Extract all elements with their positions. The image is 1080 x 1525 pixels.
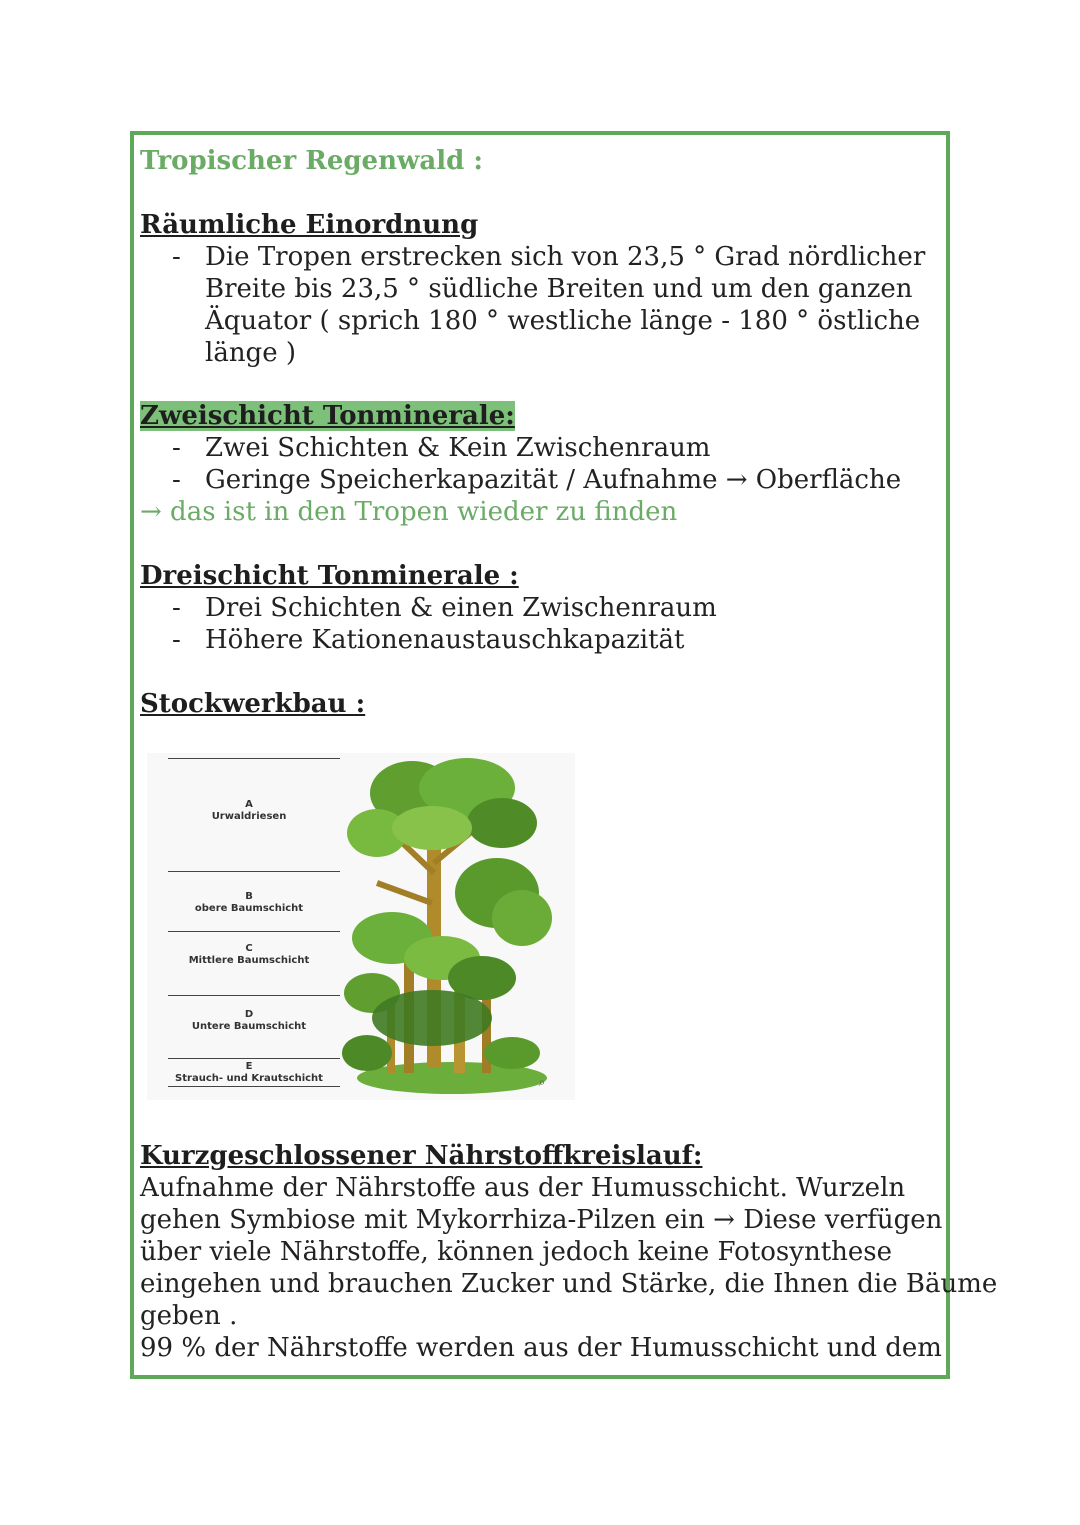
list-item: - <box>172 593 181 623</box>
divider <box>168 1086 340 1087</box>
text-line: eingehen und brauchen Zucker und Stärke, die Ihnen die Bäume <box>140 1269 998 1299</box>
divider <box>168 871 340 872</box>
note-text: → das ist in den Tropen wieder zu finden <box>140 497 678 527</box>
heading-dreischicht: Dreischicht Tonminerale : <box>140 561 519 591</box>
heading-stockwerkbau: Stockwerkbau : <box>140 689 366 719</box>
layer-label-d: D Untere Baumschicht <box>191 1009 307 1032</box>
divider <box>168 995 340 996</box>
text-line: Geringe Speicherkapazität / Aufnahme → Oberfläche <box>205 465 902 495</box>
text-line: Breite bis 23,5 ° südliche Breiten und um den ganzen <box>205 274 913 304</box>
heading-kreislauf: Kurzgeschlossener Nährstoffkreislauf: <box>140 1141 703 1171</box>
text-line: 99 % der Nährstoffe werden aus der Humusschicht und dem <box>140 1333 942 1363</box>
list-item: - <box>172 465 181 495</box>
list-item: - <box>172 433 181 463</box>
heading-zweischicht: Zweischicht Tonminerale: <box>140 401 515 431</box>
text-line: geben . <box>140 1301 238 1331</box>
text-line: länge ) <box>205 338 296 368</box>
text-line: Aufnahme der Nährstoffe aus der Humusschicht. Wurzeln <box>140 1173 906 1203</box>
rainforest-trees-illustration <box>332 753 572 1098</box>
page-title: Tropischer Regenwald : <box>140 146 483 176</box>
zoom-icon[interactable]: ⌕ <box>538 1075 546 1089</box>
text-line: Höhere Kationenaustauschkapazität <box>205 625 685 655</box>
list-item: - <box>172 625 181 655</box>
text-line: gehen Symbiose mit Mykorrhiza-Pilzen ein → Diese verfügen <box>140 1205 943 1235</box>
layer-label-a: A Urwaldriesen <box>211 799 287 822</box>
divider <box>168 931 340 932</box>
text-line: Zwei Schichten & Kein Zwischenraum <box>205 433 711 463</box>
text-line: über viele Nährstoffe, können jedoch keine Fotosynthese <box>140 1237 893 1267</box>
layer-label-c: C Mittlere Baumschicht <box>188 943 310 966</box>
text-line: Die Tropen erstrecken sich von 23,5 ° Grad nördlicher <box>205 242 926 272</box>
divider <box>168 758 340 759</box>
layer-label-e: E Strauch- und Krautschicht <box>175 1061 323 1084</box>
text-line: Äquator ( sprich 180 ° westliche länge - 180 ° östliche <box>205 306 921 336</box>
heading-raumliche-einordnung: Räumliche Einordnung <box>140 210 479 240</box>
rainforest-layers-figure <box>147 753 575 1100</box>
divider <box>168 1058 340 1059</box>
layer-label-b: B obere Baumschicht <box>194 891 304 914</box>
list-item: - <box>172 242 181 272</box>
text-line: Drei Schichten & einen Zwischenraum <box>205 593 717 623</box>
